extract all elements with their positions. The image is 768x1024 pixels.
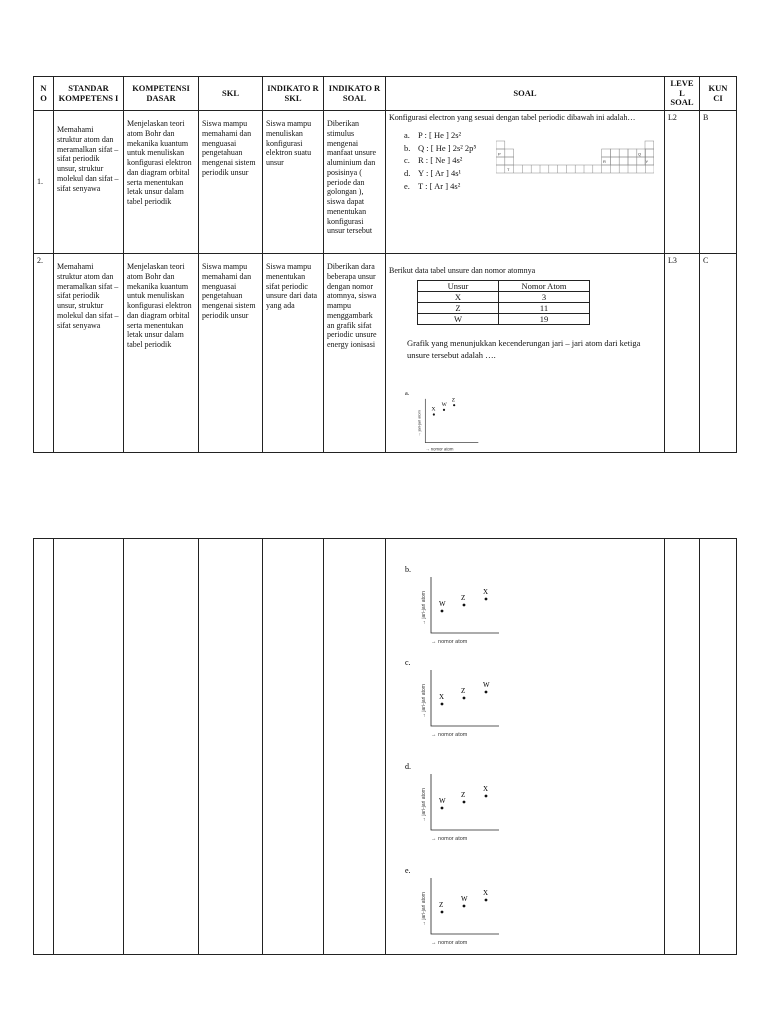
point-label: X [483, 588, 489, 596]
row-indikator-skl: Siswa mampu menuliskan konfigurasi elektron suatu unsur [263, 111, 324, 254]
element-data-table [417, 280, 590, 325]
soal-text: Konfigurasi electron yang sesuai dengan tabel periodic dibawah ini adalah… [389, 113, 636, 122]
row-level: L2 [665, 111, 700, 254]
data-point [453, 404, 455, 406]
table-row [34, 539, 737, 955]
x-axis-label: → nomor atom [425, 446, 454, 452]
data-header-nomor-atom: Nomor Atom [499, 280, 590, 291]
header-indikator-skl: INDIKATO R SKL [263, 77, 324, 111]
row-kunci: C [700, 254, 737, 453]
point-label: W [461, 895, 468, 903]
graph-axes [425, 399, 478, 443]
ptable-label-q: Q [638, 151, 642, 157]
data-row: Z 11 [418, 302, 590, 313]
header-standar: STANDAR KOMPETENS I [54, 77, 124, 111]
data-point [441, 610, 444, 613]
graph-option-e [405, 864, 505, 950]
row-skl: Siswa mampu memahami dan menguasai pengetahuan mengenai sistem periodik unsur [199, 111, 263, 254]
option-b: b. Q : [ He ] 2s² 2p⁵ [404, 142, 477, 153]
point-label: Z [461, 791, 466, 799]
x-axis-label: → nomor atom [431, 836, 468, 842]
y-axis-label: → jari-jari atom [421, 684, 427, 718]
data-point [485, 899, 488, 902]
point-label: W [483, 681, 490, 689]
row-level: L3 [665, 254, 700, 453]
header-soal: SOAL [386, 77, 665, 111]
point-label: Z [439, 901, 444, 909]
row-indikator-skl: Siswa mampu menentukan sifat periodic unsure dari data yang ada [263, 254, 324, 453]
data-point [443, 409, 445, 411]
point-label: X [431, 406, 436, 413]
ptable-label-t: T [507, 167, 510, 172]
y-axis-label: → jari-jari atom [421, 788, 427, 822]
data-row: W 19 [418, 313, 590, 324]
row-indikator-soal: Diberikan dara beberapa unsur dengan nomor atomnya, siswa mampu menggambark an grafik sifat periodic unsure energy ionisasi [324, 254, 386, 453]
row-standar: Memahami struktur atom dan meramalkan sifat – sifat periodik unsur, struktur molekul dan sifat – sifat senyawa [54, 254, 124, 453]
header-no: N O [34, 77, 54, 111]
point-label: W [441, 401, 447, 408]
graph-option-c [405, 656, 505, 742]
row-no: 2. [34, 254, 54, 453]
point-label: Z [451, 397, 456, 404]
y-axis-label: → jari-jari atom [421, 892, 427, 926]
row-kompetensi: Menjelaskan teori atom Bohr dan mekanika kuantum untuk menuliskan konfigurasi elektron dan diagram orbital serta menentukan letak unsur dalam tabel periodik [124, 254, 199, 453]
point-label: W [439, 797, 446, 805]
header-skl: SKL [199, 77, 263, 111]
graph-option-a [405, 388, 483, 455]
graph-option-d [405, 760, 505, 846]
graph-option-b [405, 563, 505, 649]
data-point [441, 807, 444, 810]
point-label: X [439, 693, 445, 701]
data-point [463, 697, 466, 700]
x-axis-label: → nomor atom [431, 732, 468, 738]
option-c: c. R : [ Ne ] 4s² [404, 155, 463, 166]
header-row [34, 77, 737, 111]
point-label: W [439, 600, 446, 608]
graph-option-letter: c. [405, 658, 411, 667]
row-soal [386, 111, 665, 254]
kisi-kisi-table [33, 76, 737, 453]
option-d: d. Y : [ Ar ] 4s¹ [404, 168, 462, 178]
graph-option-letter: b. [405, 565, 411, 574]
table-row [34, 111, 737, 254]
header-kunci: KUN CI [700, 77, 737, 111]
graph-option-letter: a. [405, 390, 410, 398]
table-row [34, 254, 737, 453]
data-header-unsur: Unsur [418, 280, 499, 291]
y-axis-label: → jari-jari atom [416, 410, 422, 437]
option-a: a. P : [ He ] 2s² [404, 129, 462, 140]
data-row: X 3 [418, 291, 590, 302]
periodic-table-diagram [496, 140, 654, 174]
soal-text: Berikut data tabel unsure dan nomor atomnya [389, 266, 536, 275]
row-indikator-soal: Diberikan stimulus mengenai manfaat unsure aluminium dan posisinya ( periode dan golongan ), siswa dapat menentukan konfigurasi unsur tersebut [324, 111, 386, 254]
data-point [485, 598, 488, 601]
kisi-kisi-table-continued [33, 538, 737, 955]
x-axis-label: → nomor atom [431, 940, 468, 946]
point-label: X [483, 889, 489, 897]
data-point [463, 905, 466, 908]
point-label: Z [461, 594, 466, 602]
row-kompetensi: Menjelaskan teori atom Bohr dan mekanika kuantum untuk menuliskan konfigurasi elektron dan diagram orbital serta menentukan letak unsur dalam tabel periodik [124, 111, 199, 254]
data-point [463, 604, 466, 607]
graph-option-letter: e. [405, 866, 411, 875]
row-kunci: B [700, 111, 737, 254]
header-kompetensi: KOMPETENSI DASAR [124, 77, 199, 111]
data-point [485, 795, 488, 798]
data-point [463, 801, 466, 804]
row-no: 1. [34, 111, 54, 254]
y-axis-label: → jari-jari atom [421, 591, 427, 625]
row-skl: Siswa mampu memahami dan menguasai pengetahuan mengenai sistem periodik unsur [199, 254, 263, 453]
graph-question: Grafik yang menunjukkan kecenderungan jari – jari atom dari ketiga unsure tersebut adalah …. [407, 337, 641, 361]
data-point [441, 911, 444, 914]
point-label: X [483, 785, 489, 793]
option-e: e. T : [ Ar ] 4s² [404, 180, 461, 191]
ptable-label-p: P [498, 151, 501, 157]
point-label: Z [461, 687, 466, 695]
data-point [441, 703, 444, 706]
data-point [433, 413, 435, 415]
header-indikator-soal: INDIKATO R SOAL [324, 77, 386, 111]
header-level: LEVE L SOAL [665, 77, 700, 111]
x-axis-label: → nomor atom [431, 639, 468, 645]
ptable-label-r: R [603, 159, 606, 164]
ptable-label-y: Y [645, 159, 649, 164]
data-point [485, 691, 488, 694]
graph-option-letter: d. [405, 762, 411, 771]
row-standar: Memahami struktur atom dan meramalkan sifat – sifat periodik unsur, struktur molekul dan sifat – sifat senyawa [54, 111, 124, 254]
